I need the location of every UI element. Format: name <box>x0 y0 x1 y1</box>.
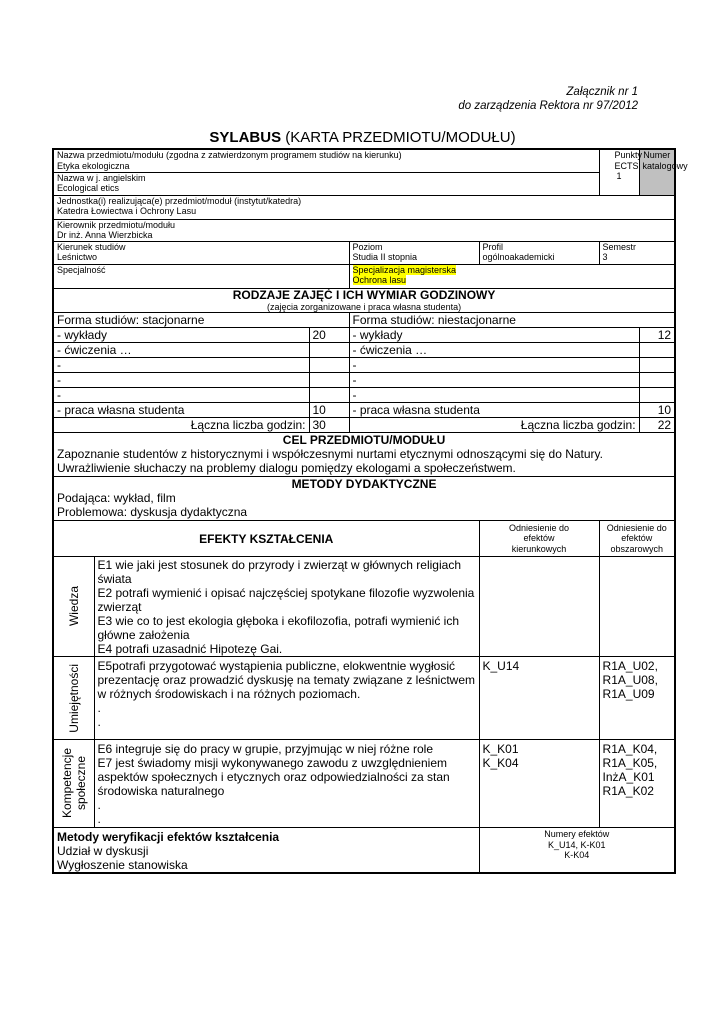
competences-area-ref: R1A_K05, <box>602 756 658 770</box>
field-label: Kierunek studiów <box>57 241 126 252</box>
hours-right-label: - <box>349 388 639 403</box>
unit-row <box>53 195 675 219</box>
goal-line-2: Uwrażliwienie słuchaczy na problemy dialogu pomiędzy ekologami a społeczeństwem. <box>57 461 516 475</box>
methods-row <box>53 477 675 521</box>
unit-value: Katedra Łowiectwa i Ochrony Lasu <box>57 206 197 216</box>
hours-left-value <box>309 373 349 388</box>
hours-left-value: 20 <box>309 328 349 343</box>
competences-directional-ref: K_K04 <box>482 756 519 770</box>
hours-total-label-right: Łączna liczba godzin: <box>349 418 639 433</box>
hours-left-label: - ćwiczenia … <box>53 343 309 358</box>
specialty-value-2: Ochrona lasu <box>352 275 407 285</box>
hours-left-value <box>309 358 349 373</box>
hours-left-value <box>309 388 349 403</box>
hours-total-left: 30 <box>309 418 349 433</box>
hours-right-value <box>639 343 675 358</box>
competences-effect-7: E7 jest świadomy misji wykonywanego zawodu z uwzględnieniem aspektów społecznych i etycznych oraz odpowiedzialności za stan środowiska naturalnego <box>97 756 450 798</box>
hours-row <box>53 358 675 373</box>
hours-right-value: 12 <box>639 328 675 343</box>
competences-dot: . <box>97 812 101 826</box>
level-label: Poziom <box>352 241 383 252</box>
skills-row <box>53 657 675 740</box>
english-name-value: Ecological etics <box>57 183 120 193</box>
hours-row <box>53 328 675 343</box>
field-row <box>53 241 675 264</box>
skills-area-ref: R1A_U02, <box>602 659 658 673</box>
hours-right-label: - ćwiczenia … <box>349 343 639 358</box>
study-form-niestacjonarne: Forma studiów: niestacjonarne <box>352 313 516 327</box>
attachment-label: Załącznik nr 1 <box>566 86 638 98</box>
competences-row <box>53 740 675 828</box>
effects-col-directional: Odniesienie do efektów kierunkowych <box>479 521 599 557</box>
effect-numbers-label: Numery efektów <box>544 829 610 839</box>
english-name-label: Nazwa w j. angielskim <box>57 172 146 183</box>
competences-dot: . <box>97 798 101 812</box>
skills-area-ref: R1A_U09 <box>602 687 655 701</box>
title-rest: (KARTA PRZEDMIOTU/MODUŁU) <box>281 129 516 146</box>
methods-line-1: Podająca: wykład, film <box>57 491 176 505</box>
hours-total-row <box>53 418 675 433</box>
skills-dot: . <box>97 701 101 715</box>
head-label: Kierownik przedmiotu/modułu <box>57 219 176 230</box>
head-row <box>53 219 675 241</box>
regulation-label: do zarządzenia Rektora nr 97/2012 <box>458 100 638 112</box>
field-value: Leśnictwo <box>57 252 98 262</box>
profile-value: ogólnoakademicki <box>482 252 555 262</box>
competences-effect-6: E6 integruje się do pracy w grupie, przyjmując w niej różne role <box>97 742 433 756</box>
hours-right-value: 10 <box>639 403 675 418</box>
hours-right-value <box>639 358 675 373</box>
hours-left-value: 10 <box>309 403 349 418</box>
hours-left-label: - <box>53 358 309 373</box>
hours-left-label: - praca własna studenta <box>53 403 309 418</box>
head-value: Dr inż. Anna Wierzbicka <box>57 230 153 240</box>
effects-heading-row <box>53 521 675 557</box>
competences-area-ref: R1A_K04, <box>602 742 658 756</box>
hours-right-label: - <box>349 358 639 373</box>
course-name-value: Etyka ekologiczna <box>57 160 130 171</box>
hours-right-label: - <box>349 373 639 388</box>
specialty-row <box>53 264 675 288</box>
hours-left-label: - <box>53 388 309 403</box>
hours-left-value <box>309 343 349 358</box>
course-name-row <box>53 149 675 172</box>
effects-heading: EFEKTY KSZTAŁCENIA <box>53 521 479 557</box>
unit-label: Jednostka(i) realizująca(e) przedmiot/moduł (instytut/katedra) <box>57 195 302 206</box>
hours-right-label: - praca własna studenta <box>349 403 639 418</box>
specialty-label: Specjalność <box>57 264 106 275</box>
goal-line-1: Zapoznanie studentów z historycznymi i współczesnymi nurtami etycznymi odnoszącymi się do Natury. <box>57 447 603 461</box>
hours-total-label-left: Łączna liczba godzin: <box>53 418 309 433</box>
verification-heading: Metody weryfikacji efektów kształcenia <box>57 830 280 844</box>
knowledge-row <box>53 557 675 657</box>
title-bold: SYLABUS <box>209 129 282 146</box>
effect-numbers-line-1: K_U14, K-K01 <box>548 839 606 850</box>
verification-row <box>53 828 675 874</box>
semester-label: Semestr <box>602 241 637 252</box>
hours-row <box>53 403 675 418</box>
study-form-stacjonarne: Forma studiów: stacjonarne <box>57 313 205 327</box>
goal-row <box>53 433 675 477</box>
study-form-row <box>53 313 675 328</box>
competences-area-ref: R1A_K02 <box>602 784 654 798</box>
knowledge-effect-2: E2 potrafi wymienić i opisać najczęściej spotykane filozofie wyzwolenia zwierząt <box>97 586 475 614</box>
hours-row <box>53 373 675 388</box>
hours-left-label: - <box>53 373 309 388</box>
methods-heading: METODY DYDAKTYCZNE <box>291 477 437 491</box>
competences-area-ref: InżA_K01 <box>602 770 655 784</box>
ects-value: 1 <box>616 171 622 181</box>
syllabus-table <box>52 148 688 874</box>
hours-heading: RODZAJE ZAJĘĆ I ICH WYMIAR GODZINOWY <box>232 287 496 302</box>
skills-dot: . <box>97 715 101 729</box>
catalog-number-label: Numer katalogowy <box>642 150 688 171</box>
verification-line-2: Wygłoszenie stanowiska <box>57 858 188 872</box>
hours-heading-row <box>53 288 675 313</box>
hours-left-label: - wykłady <box>53 328 309 343</box>
competences-label: Kompetencje społeczne <box>59 748 88 819</box>
specialty-value-1: Specjalizacja magisterska <box>352 264 457 275</box>
skills-effect-text: E5potrafi przygotować wystąpienia publiczne, elokwentnie wygłosić prezentację oraz prowadzić dyskusję na tematy związane z leśnictwem w różnych środowiskach i na różnych poziomach. <box>97 659 476 701</box>
skills-label: Umiejętności <box>66 663 81 733</box>
english-name-row <box>53 172 675 195</box>
page-title <box>0 129 725 146</box>
hours-subheading: (zajęcia zorganizowane i praca własna studenta) <box>266 301 462 312</box>
hours-right-value <box>639 373 675 388</box>
skills-area-ref: R1A_U08, <box>602 673 658 687</box>
level-value: Studia II stopnia <box>352 252 418 262</box>
effects-col-area: Odniesienie do efektów obszarowych <box>599 521 675 557</box>
knowledge-effect-4: E4 potrafi uzasadnić Hipotezę Gai. <box>97 642 283 656</box>
knowledge-effect-3: E3 wie co to jest ekologia głęboka i ekofilozofia, potrafi wymienić ich główne założenia <box>97 614 460 642</box>
competences-directional-ref: K_K01 <box>482 742 519 756</box>
hours-row <box>53 343 675 358</box>
goal-heading: CEL PRZEDMIOTU/MODUŁU <box>282 433 446 447</box>
ects-label: Punkty ECTS <box>614 150 643 171</box>
effect-numbers-line-2: K-K04 <box>564 850 590 860</box>
semester-value: 3 <box>602 252 608 262</box>
knowledge-label: Wiedza <box>66 586 81 627</box>
hours-total-right: 22 <box>639 418 675 433</box>
profile-label: Profil <box>482 241 504 252</box>
course-name-label: Nazwa przedmiotu/modułu (zgodna z zatwierdzonym programem studiów na kierunku) <box>57 150 402 160</box>
knowledge-effect-1: E1 wie jaki jest stosunek do przyrody i zwierząt w głównych religiach świata <box>97 558 461 586</box>
methods-line-2: Problemowa: dyskusja dydaktyczna <box>57 505 248 519</box>
skills-directional-ref: K_U14 <box>482 659 520 673</box>
verification-line-1: Udział w dyskusji <box>57 844 149 858</box>
hours-right-label: - wykłady <box>349 328 639 343</box>
hours-row <box>53 388 675 403</box>
hours-right-value <box>639 388 675 403</box>
